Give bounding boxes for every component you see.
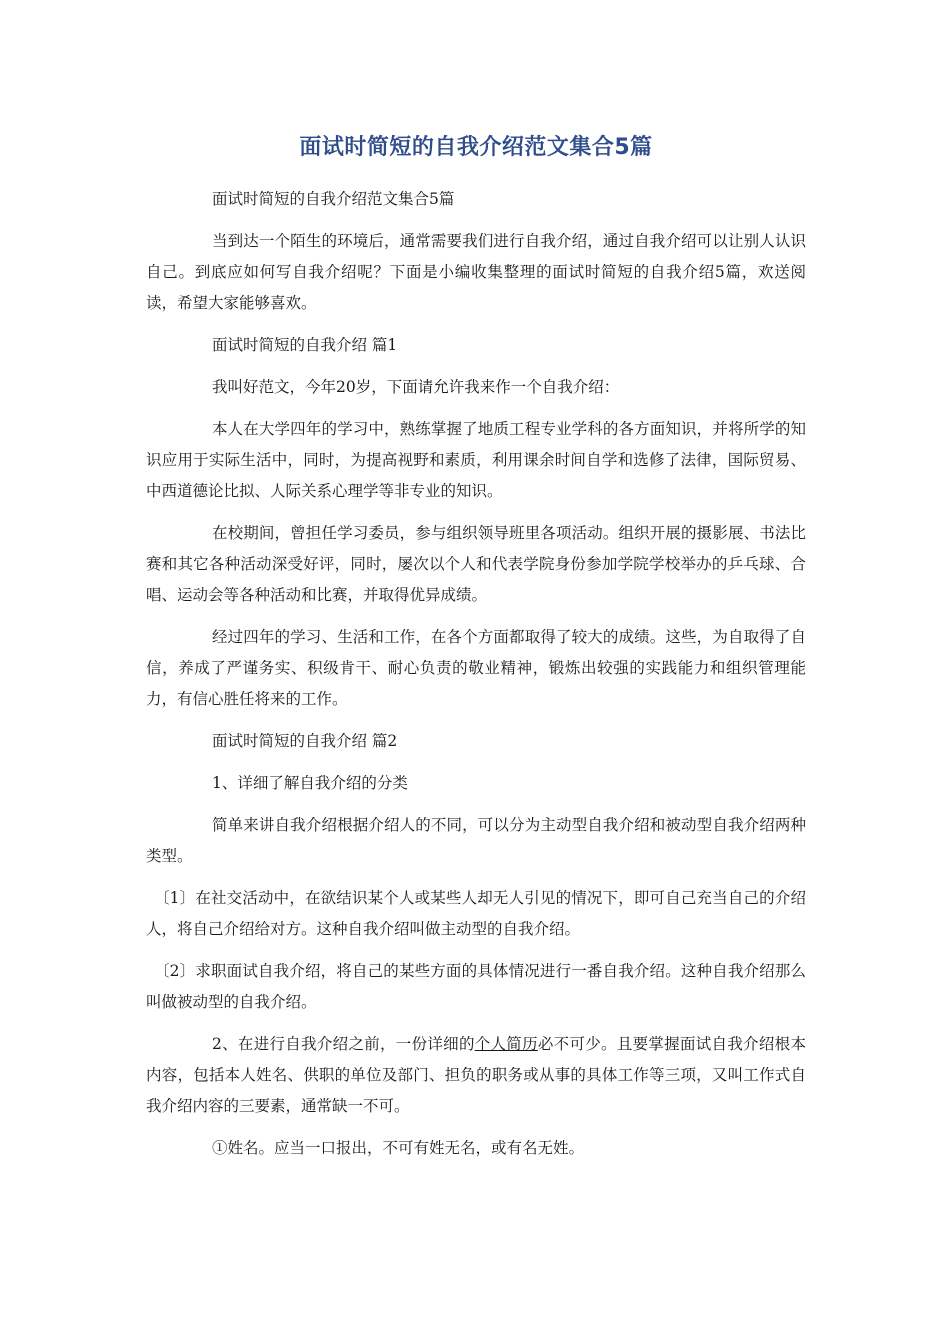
- paragraph: 〔2〕求职面试自我介绍，将自己的某些方面的具体情况进行一番自我介绍。这种自我介绍那么叫做被动型的自我介绍。: [146, 962, 806, 1011]
- paragraph: 本人在大学四年的学习中，熟练掌握了地质工程专业学科的各方面知识，并将所学的知识应用于实际生活中，同时，为提高视野和素质，利用课余时间自学和选修了法律，国际贸易、中西道德论比拟、人际关系心理学等非专业的知识。: [146, 420, 806, 500]
- document-body: [146, 184, 806, 1175]
- paragraph: 在校期间，曾担任学习委员，参与组织领导班里各项活动。组织开展的摄影展、书法比赛和其它各种活动深受好评，同时，屡次以个人和代表学院身份参加学院学校举办的乒乓球、合唱、运动会等各种活动和比赛，并取得优异成绩。: [146, 524, 806, 604]
- intro-paragraph: 当到达一个陌生的环境后，通常需要我们进行自我介绍，通过自我介绍可以让别人认识自己。到底应如何写自我介绍呢？下面是小编收集整理的面试时简短的自我介绍5篇，欢送阅读，希望大家能够喜欢。: [146, 232, 806, 312]
- paragraph: 简单来讲自我介绍根据介绍人的不同，可以分为主动型自我介绍和被动型自我介绍两种类型。: [146, 816, 806, 865]
- document-title: 面试时简短的自我介绍范文集合5篇: [299, 135, 653, 160]
- paragraph: 我叫好范文，今年20岁，下面请允许我来作一个自我介绍：: [212, 378, 620, 396]
- paragraph-text: 2、在进行自我介绍之前，一份详细的: [212, 1035, 475, 1053]
- paragraph-with-link: [146, 1029, 806, 1122]
- paragraph: 经过四年的学习、生活和工作，在各个方面都取得了较大的成绩。这些，为自取得了自信，养成了严谨务实、积级肯干、耐心负责的敬业精神，锻炼出较强的实践能力和组织管理能力，有信心胜任将来的工作。: [146, 628, 806, 708]
- list-heading: 1、详细了解自我介绍的分类: [212, 774, 408, 792]
- subtitle-paragraph: 面试时简短的自我介绍范文集合5篇: [212, 190, 455, 208]
- paragraph: 〔1〕在社交活动中，在欲结识某个人或某些人却无人引见的情况下，即可自己充当自己的介绍人，将自己介绍给对方。这种自我介绍叫做主动型的自我介绍。: [146, 889, 806, 938]
- paragraph: ①姓名。应当一口报出，不可有姓无名，或有名无姓。: [212, 1139, 585, 1157]
- section-heading-1: 面试时简短的自我介绍 篇1: [212, 336, 398, 354]
- paragraph-text: 必不可少。且要掌握面试自我介绍根本内容，包括本人姓名、供职的单位及部门、担负的职务或从事的具体工作等三项，又叫工作式自我介绍内容的三要素，通常缺一不可。: [146, 1035, 806, 1115]
- section-heading-2: 面试时简短的自我介绍 篇2: [212, 732, 398, 750]
- resume-link[interactable]: 个人简历: [474, 1035, 538, 1053]
